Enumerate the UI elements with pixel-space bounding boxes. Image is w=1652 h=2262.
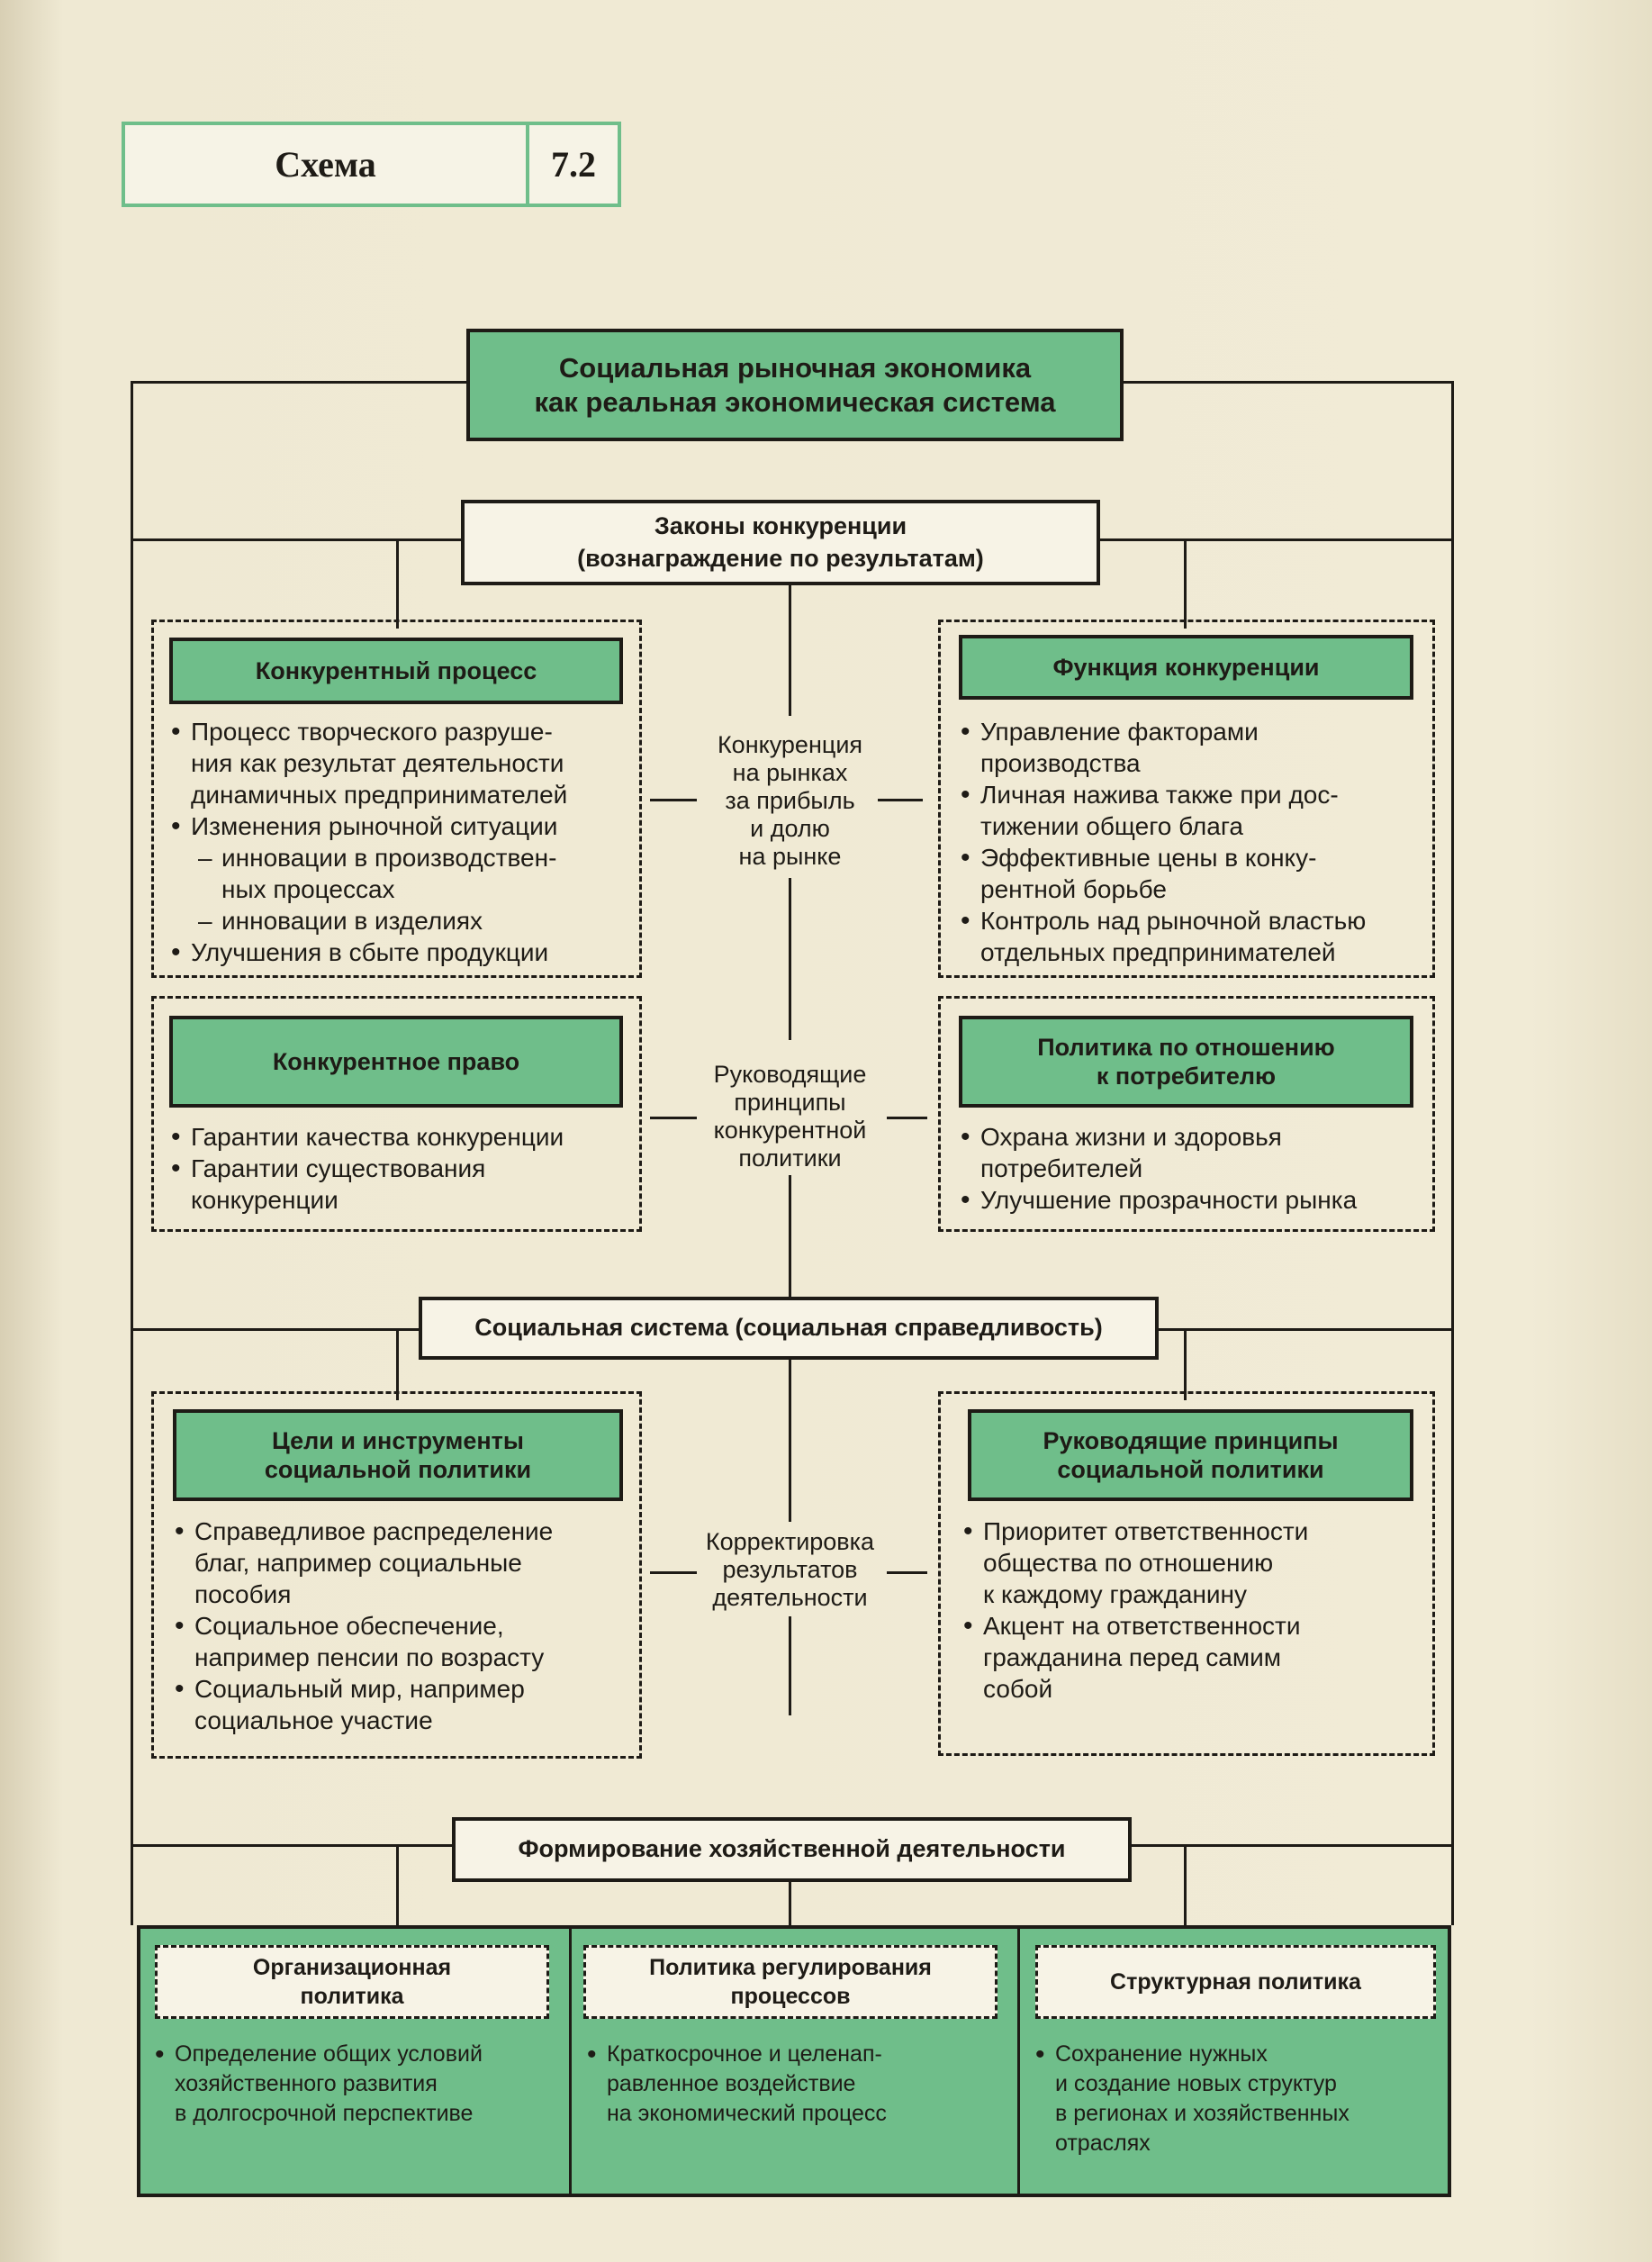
list-item: • Приоритет ответственности <box>961 1516 1430 1547</box>
list-item: • Социальный мир, например <box>173 1673 641 1705</box>
list-item: • Личная нажива также при дос- <box>959 779 1427 810</box>
center1-dash-right <box>878 799 923 801</box>
center1-dash-left <box>650 799 697 801</box>
list-item: в регионах и хозяйственных <box>1055 2101 1350 2126</box>
list-item: отраслях <box>1055 2131 1151 2156</box>
list-item: к каждому гражданину <box>983 1580 1248 1608</box>
list-item: тижении общего блага <box>980 812 1244 840</box>
center-text-line: политики <box>738 1145 842 1172</box>
list-item: • Контроль над рыночной властью <box>959 905 1427 936</box>
sep-econ-right <box>1130 1844 1454 1847</box>
list-item: ных процессах <box>221 875 395 903</box>
structural-policy-list <box>1034 2040 1448 2158</box>
social-principles-title-line1: Руководящие принципы <box>1043 1426 1339 1454</box>
center-text-line: принципы <box>734 1089 846 1116</box>
list-item: пособия <box>194 1580 292 1608</box>
laws-line2: (вознаграждение по результатам) <box>577 544 984 572</box>
list-item: рентной борьбе <box>980 875 1167 903</box>
competition-law-list <box>169 1121 637 1216</box>
list-item: • Справедливое распределение <box>173 1516 641 1547</box>
org-policy-list <box>153 2040 567 2129</box>
frame-left <box>131 381 133 1925</box>
list-item: • Социальное обеспечение, <box>173 1610 641 1642</box>
central-line-5 <box>789 1616 791 1715</box>
social-goals-list <box>173 1516 641 1736</box>
center-text-line: на рынках <box>732 759 848 786</box>
laws-line1: Законы конкуренции <box>654 512 907 540</box>
bottom-divider-1 <box>569 1925 572 2197</box>
center2-dash-left <box>650 1117 697 1119</box>
org-policy-title-line2: политика <box>300 1984 404 2009</box>
economic-activity-box: Формирование хозяйственной деятельности <box>452 1817 1132 1882</box>
central-line-6 <box>789 1882 791 1925</box>
list-item: – инновации в производствен- <box>169 842 637 873</box>
list-item: • Изменения рыночной ситуации <box>169 810 637 842</box>
conn-left-top <box>396 538 399 629</box>
list-item: например пенсии по возрасту <box>194 1643 545 1671</box>
social-goals-title <box>173 1409 623 1501</box>
list-item: динамичных предпринимателей <box>191 781 568 809</box>
central-line-4 <box>789 1360 791 1522</box>
list-item: гражданина перед самим <box>983 1643 1282 1671</box>
scheme-header <box>122 122 621 207</box>
sep-top-right <box>1098 538 1454 541</box>
scheme-number: 7.2 <box>551 144 596 185</box>
center-text-line: Конкуренция <box>717 731 863 758</box>
list-item: • Краткосрочное и целенап- <box>585 2040 1016 2069</box>
list-item: отдельных предпринимателей <box>980 938 1336 966</box>
conn-econ-right <box>1184 1844 1187 1925</box>
list-item: • Управление факторами <box>959 716 1427 747</box>
center-text-line: за прибыль <box>725 787 855 814</box>
central-line-1 <box>789 585 791 716</box>
list-item: потребителей <box>980 1154 1143 1182</box>
list-item: • Улучшение прозрачности рынка <box>959 1184 1436 1216</box>
competition-function-list <box>959 716 1427 968</box>
list-item: в долгосрочной перспективе <box>175 2101 474 2126</box>
central-line-3 <box>789 1175 791 1301</box>
sep-social-right <box>1157 1328 1454 1331</box>
social-principles-list <box>961 1516 1430 1705</box>
conn-social-right <box>1184 1328 1187 1400</box>
list-item: конкуренции <box>191 1186 339 1214</box>
center-text-line: Руководящие <box>713 1061 867 1088</box>
list-item: – инновации в изделиях <box>169 905 637 936</box>
bottom-divider-2 <box>1017 1925 1020 2197</box>
social-principles-title <box>968 1409 1413 1501</box>
list-item: общества по отношению <box>983 1549 1274 1577</box>
frame-top-left <box>131 381 468 384</box>
list-item: • Гарантии существования <box>169 1153 637 1184</box>
list-item: • Сохранение нужных <box>1034 2040 1448 2069</box>
structural-policy-title: Структурная политика <box>1035 1945 1436 2019</box>
list-item: • Охрана жизни и здоровья <box>959 1121 1436 1153</box>
main-title-line2: как реальная экономическая система <box>534 385 1056 418</box>
social-system-box: Социальная система (социальная справедливость) <box>419 1297 1159 1360</box>
process-policy-title-line1: Политика регулирования <box>649 1955 932 1980</box>
consumer-policy-title-line2: к потребителю <box>1096 1063 1277 1090</box>
center-text-line: на рынке <box>738 843 842 870</box>
competitive-process-list <box>169 716 637 968</box>
list-item: • Определение общих условий <box>153 2040 567 2069</box>
center-text-line: деятельности <box>712 1584 868 1611</box>
center3-dash-right <box>887 1571 927 1574</box>
center-text-line: конкурентной <box>713 1117 867 1144</box>
list-item: и создание новых структур <box>1055 2071 1337 2096</box>
center-correction-text <box>680 1528 900 1612</box>
consumer-policy-title-line1: Политика по отношению <box>1037 1033 1335 1061</box>
conn-econ-left <box>396 1844 399 1925</box>
list-item: собой <box>983 1675 1053 1703</box>
sep-social-left <box>131 1328 419 1331</box>
list-item: • Гарантии качества конкуренции <box>169 1121 637 1153</box>
list-item: • Процесс творческого разруше- <box>169 716 637 747</box>
list-item: хозяйственного развития <box>175 2071 438 2096</box>
list-item: • Эффективные цены в конку- <box>959 842 1427 873</box>
consumer-policy-title <box>959 1016 1413 1108</box>
social-principles-title-line2: социальной политики <box>1057 1456 1324 1483</box>
list-item: на экономический процесс <box>607 2101 887 2126</box>
center-text-line: результатов <box>722 1556 858 1583</box>
social-goals-title-line2: социальной политики <box>264 1456 532 1483</box>
main-title-line1: Социальная рыночная экономика <box>558 352 1032 385</box>
main-title-box <box>466 329 1124 441</box>
list-item: • Акцент на ответственности <box>961 1610 1430 1642</box>
frame-right <box>1451 381 1454 1925</box>
center-principles-text <box>680 1061 900 1172</box>
list-item: социальное участие <box>194 1706 433 1734</box>
competition-law-title: Конкурентное право <box>169 1016 623 1108</box>
center2-dash-right <box>887 1117 927 1119</box>
list-item: благ, например социальные <box>194 1549 522 1577</box>
conn-right-top <box>1184 538 1187 629</box>
process-policy-title-line2: процессов <box>730 1984 851 2009</box>
list-item: ния как результат деятельности <box>191 749 564 777</box>
process-policy-title <box>583 1945 998 2019</box>
list-item: производства <box>980 749 1141 777</box>
laws-box <box>461 500 1100 585</box>
org-policy-title <box>155 1945 549 2019</box>
frame-top-right <box>1122 381 1454 384</box>
social-goals-title-line1: Цели и инструменты <box>272 1426 524 1454</box>
org-policy-title-line1: Организационная <box>252 1955 452 1980</box>
center-text-line: и долю <box>750 815 830 842</box>
list-item: • Улучшения в сбыте продукции <box>169 936 637 968</box>
center-competition-text <box>680 731 900 871</box>
sep-top-left <box>131 538 464 541</box>
central-line-2 <box>789 878 791 1040</box>
process-policy-list <box>585 2040 1016 2129</box>
consumer-policy-list <box>959 1121 1436 1216</box>
competitive-process-title: Конкурентный процесс <box>169 638 623 704</box>
center3-dash-left <box>650 1571 697 1574</box>
sep-econ-left <box>131 1844 453 1847</box>
competition-function-title: Функция конкуренции <box>959 635 1413 700</box>
list-item: равленное воздействие <box>607 2071 856 2096</box>
center-text-line: Корректировка <box>705 1528 875 1555</box>
scheme-label: Схема <box>275 144 376 185</box>
conn-social-left <box>396 1328 399 1400</box>
